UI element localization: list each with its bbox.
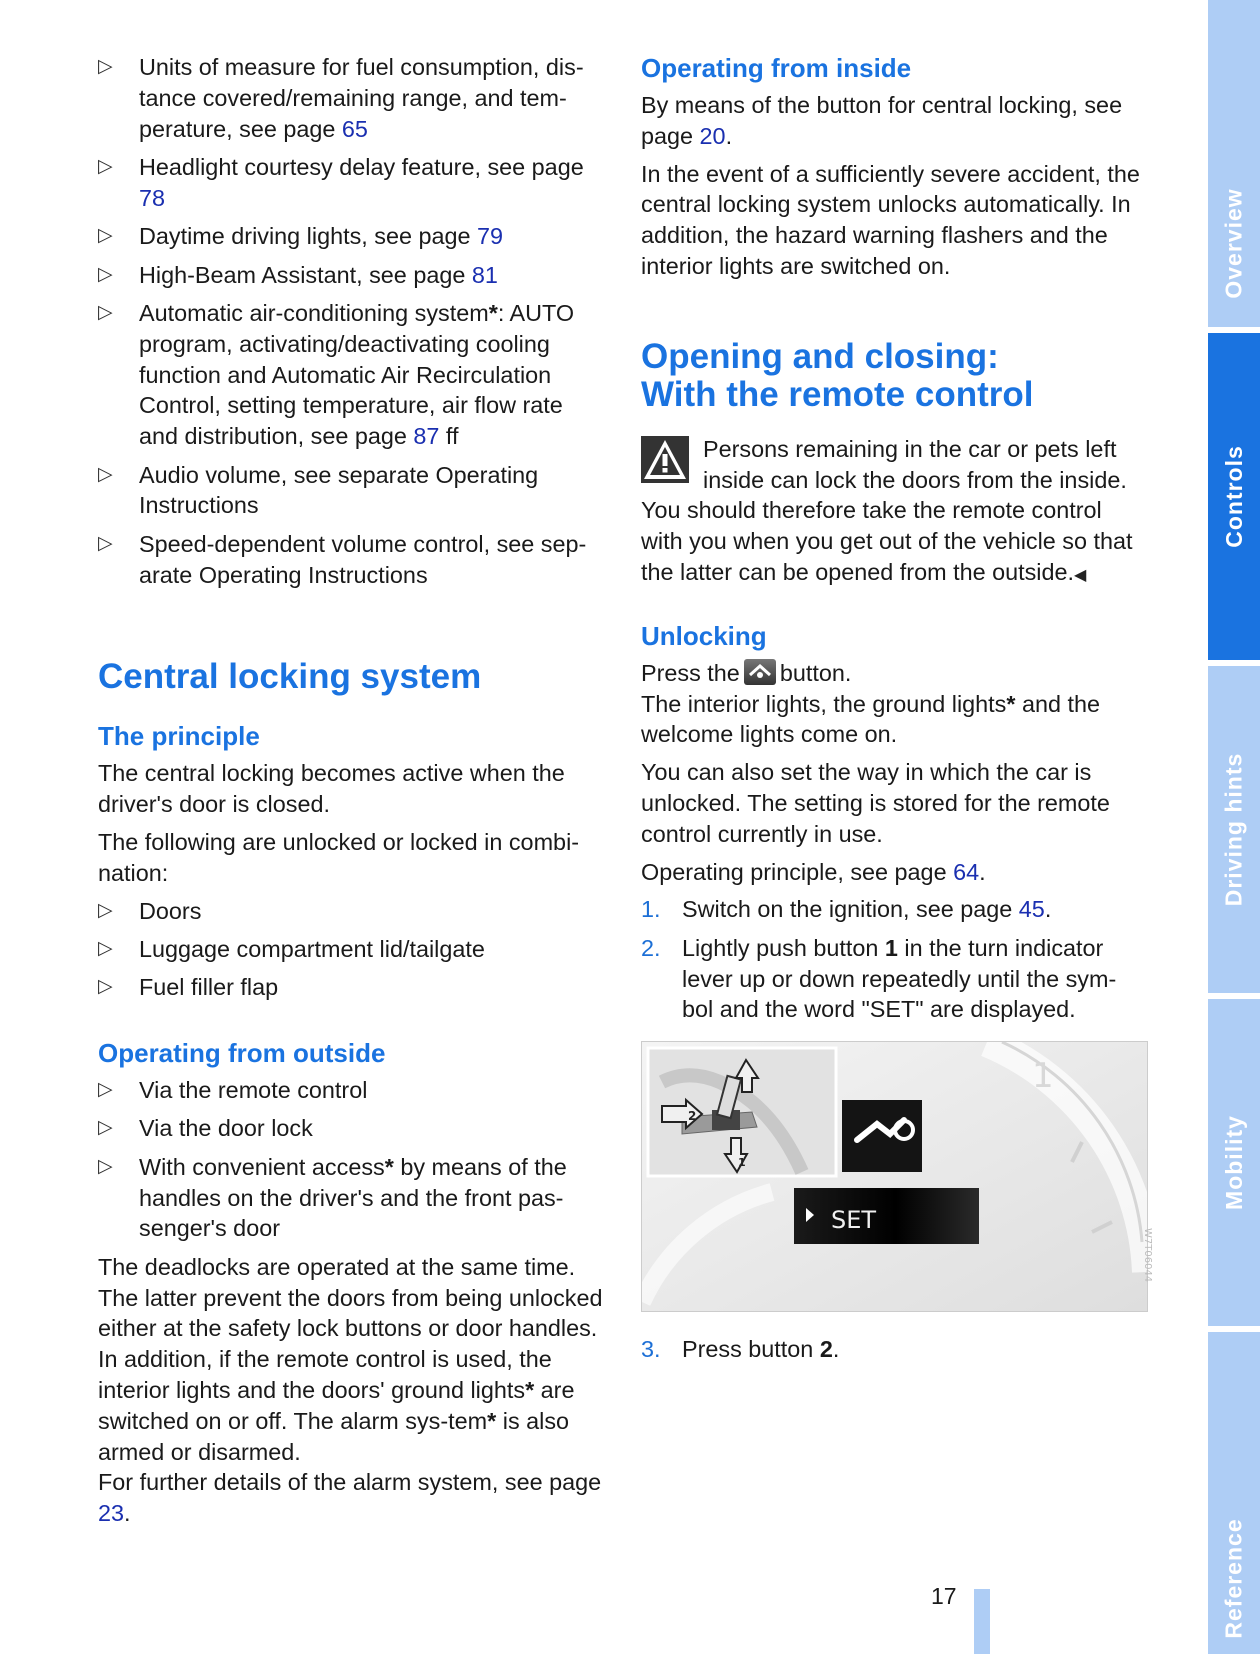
page-number: 17 [931, 1583, 957, 1609]
triangle-bullet-icon: ▷ [98, 1155, 113, 1177]
paragraph: Press the button. [641, 659, 852, 686]
list-item: ▷ Automatic air-conditioning system*: AUTO program, activating/deactivating cooling function and Automatic Air Recirculation Control, setting temperature, air flow rate and distribution, see page 87 ff [98, 299, 575, 450]
step-item: 2. Lightly push button 1 in the turn indicator lever up or down repeatedly until the sym-bol and the word "SET" are displayed. [641, 934, 1117, 1023]
page-link[interactable]: 65 [341, 115, 368, 142]
optional-equipment-star: * [487, 1407, 497, 1434]
list-item: ▷ High-Beam Assistant, see page 81 [98, 260, 603, 291]
list-item: ▷ Doors [98, 896, 603, 927]
paragraph: For further details of the alarm system, see page 23. [98, 1469, 602, 1527]
paragraph: By means of the button for central locking, see page 20. [641, 92, 1123, 149]
subsection-title: Operating from inside [641, 53, 912, 83]
left-column [98, 52, 603, 1536]
triangle-bullet-icon: ▷ [98, 1117, 113, 1139]
triangle-bullet-icon: ▷ [98, 301, 113, 323]
page-link[interactable]: 78 [139, 184, 166, 211]
unlock-items-list [98, 896, 603, 1004]
page-link[interactable]: 79 [477, 223, 504, 250]
triangle-bullet-icon: ▷ [98, 899, 113, 921]
list-item: ▷ With convenient access* by means of the handles on the driver's and the front pas-senger's door [98, 1153, 567, 1242]
triangle-bullet-icon: ▷ [98, 56, 113, 77]
arrow-label-2: 2 [688, 1109, 697, 1124]
paragraph: The central locking becomes active when the driver's door is closed. [98, 760, 565, 818]
feature-list [98, 52, 603, 590]
list-item: ▷ Via the remote control [98, 1075, 603, 1106]
triangle-bullet-icon: ▷ [98, 463, 113, 485]
page-link[interactable]: 20 [699, 122, 726, 149]
step-item: 1. Switch on the ignition, see page 45. [641, 894, 1146, 925]
tab-mobility[interactable]: Mobility [1208, 999, 1260, 1326]
unlock-key-button-icon [744, 659, 776, 685]
end-of-note-icon: ◀ [1074, 566, 1087, 584]
triangle-bullet-icon: ▷ [98, 155, 113, 177]
optional-equipment-star: * [1006, 690, 1016, 717]
paragraph: The interior lights, the ground lights* and the welcome lights come on. [641, 690, 1101, 748]
steps-list [641, 1334, 1146, 1365]
figure-code: W7T06044 [1142, 1228, 1153, 1283]
figure-illustration [642, 1042, 1147, 1311]
list-item: ▷ Headlight courtesy delay feature, see page 78 [98, 153, 584, 211]
section-title: Opening and closing: With the remote control [641, 336, 1034, 414]
page-link[interactable]: 23 [98, 1500, 125, 1527]
optional-equipment-star: * [488, 299, 498, 326]
tab-controls[interactable]: Controls [1208, 333, 1260, 660]
triangle-bullet-icon: ▷ [98, 263, 113, 285]
svg-text:1: 1 [1032, 1056, 1054, 1097]
list-item: ▷ Units of measure for fuel consumption, dis-tance covered/remaining range, and tem-perature, see page 65 [98, 54, 584, 142]
optional-equipment-star: * [384, 1153, 394, 1180]
triangle-bullet-icon: ▷ [98, 937, 113, 959]
paragraph: The deadlocks are operated at the same time. The latter prevent the doors from being unlocked either at the safety lock buttons or door handles. In addition, if the remote control is used, the interior lights and the doors' ground lights* are switched on or off. The alarm sys-tem* is also armed or disarmed. [98, 1253, 603, 1465]
list-item: ▷ Fuel filler flap [98, 972, 603, 1003]
page-link[interactable]: 87 [413, 423, 440, 450]
subsection-title: Unlocking [641, 620, 767, 651]
warning-triangle-icon [641, 436, 689, 483]
optional-equipment-star: * [525, 1377, 535, 1404]
paragraph: Operating principle, see page 64. [641, 858, 986, 885]
paragraph: The following are unlocked or locked in combi-nation: [98, 828, 580, 886]
paragraph: You can also set the way in which the car is unlocked. The setting is stored for the remote control currently in use. [641, 759, 1110, 847]
tab-overview[interactable]: Overview [1208, 0, 1260, 327]
subsection-title: Operating from outside [98, 1038, 386, 1069]
step-item: 3. Press button 2. [641, 1334, 1146, 1365]
section-title: Central locking system [98, 657, 482, 697]
right-column [641, 52, 1146, 1373]
step-number: 2. [641, 934, 661, 961]
subsection-title: The principle [98, 721, 260, 752]
page-link[interactable]: 64 [953, 858, 980, 885]
triangle-bullet-icon: ▷ [98, 976, 113, 998]
arrow-label-1: 1 [738, 1156, 746, 1170]
step-number: 1. [641, 896, 661, 923]
list-item: ▷ Audio volume, see separate Operating Instructions [98, 461, 539, 519]
list-item: ▷ Speed-dependent volume control, see sep-arate Operating Instructions [98, 530, 587, 588]
instrument-cluster-figure [641, 1041, 1148, 1312]
tab-reference[interactable]: Reference [1208, 1332, 1260, 1654]
step-number: 3. [641, 1336, 661, 1363]
list-item: ▷ Daytime driving lights, see page 79 [98, 221, 603, 252]
list-item: ▷ Via the door lock [98, 1113, 603, 1144]
steps-list [641, 894, 1146, 1025]
page-link[interactable]: 45 [1018, 896, 1045, 923]
triangle-bullet-icon: ▷ [98, 532, 113, 554]
list-item: ▷ Luggage compartment lid/tailgate [98, 934, 603, 965]
page-number-bar [974, 1589, 990, 1654]
page-link[interactable]: 81 [471, 261, 498, 288]
triangle-bullet-icon: ▷ [98, 225, 113, 247]
paragraph: In the event of a sufficiently severe accident, the central locking system unlocks automatically. In addition, the hazard warning flashers and the interior lights are switched on. [641, 160, 1140, 279]
outside-methods-list [98, 1075, 603, 1244]
warning-note [641, 434, 1146, 592]
set-label: SET [831, 1206, 877, 1235]
warning-text: Persons remaining in the car or pets left inside can lock the doors from the inside. You should therefore take the remote control with you when you get out of the vehicle so that the latter can be opened from the outside. [641, 435, 1133, 585]
triangle-bullet-icon: ▷ [98, 1079, 113, 1101]
chapter-sidebar [1208, 0, 1260, 1654]
tab-driving-hints[interactable]: Driving hints [1208, 666, 1260, 993]
